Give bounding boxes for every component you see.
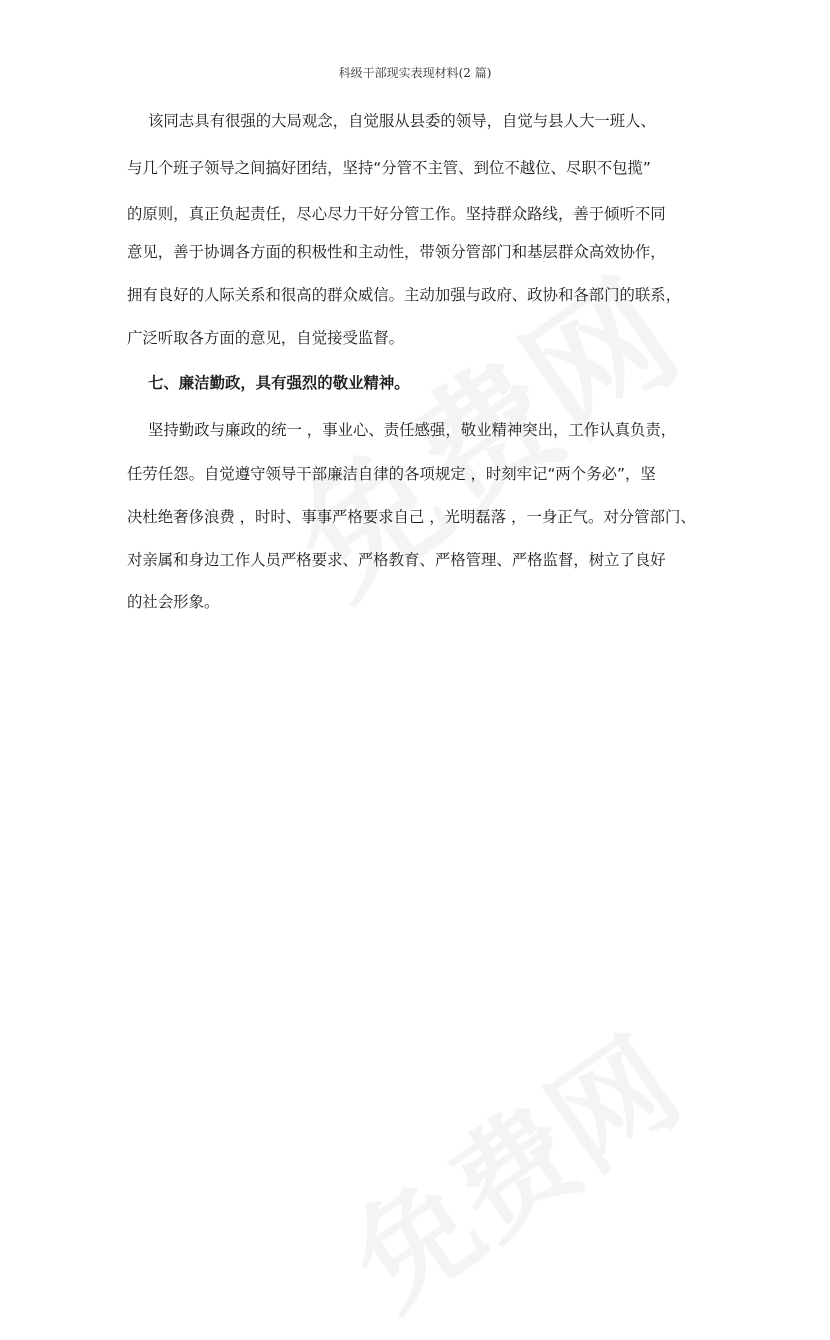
text-line: 意见，善于协调各方面的积极性和主动性，带领分管部门和基层群众高效协作， [127, 243, 666, 261]
text-line: 该同志具有很强的大局观念，自觉服从县委的领导，自觉与县人大一班人、 [148, 112, 656, 130]
text-line: 坚持勤政与廉政的统一 ，事业心、责任感强，敬业精神突出，工作认真负责， [148, 421, 677, 439]
text-line: 的社会形象。 [127, 593, 220, 611]
text-line: 与几个班子领导之间搞好团结，坚持“分管不主管、到位不越位、尽职不包揽” [127, 159, 651, 177]
watermark [313, 992, 707, 1339]
text-line: 任劳任怨。自觉遵守领导干部廉洁自律的各项规定 ，时刻牢记“两个务必”，坚 [127, 465, 656, 483]
text-line: 决杜绝奢侈浪费 ，时时、事事严格要求自己 ，光明磊落 ，一身正气。对分管部门、 [127, 508, 696, 526]
text-line: 拥有良好的人际关系和很高的群众威信。主动加强与政府、政协和各部门的联系， [127, 286, 682, 304]
section-heading: 七、廉洁勤政，具有强烈的敬业精神。 [148, 374, 410, 392]
text-line: 的原则，真正负起责任，尽心尽力干好分管工作。坚持群众路线，善于倾听不同 [127, 205, 666, 223]
page-header: 科级干部现实表现材料(2 篇) [338, 66, 492, 80]
text-line: 广泛听取各方面的意见，自觉接受监督。 [127, 329, 405, 347]
text-line: 对亲属和身边工作人员严格要求、严格教育、严格管理、严格监督，树立了良好 [127, 551, 666, 569]
